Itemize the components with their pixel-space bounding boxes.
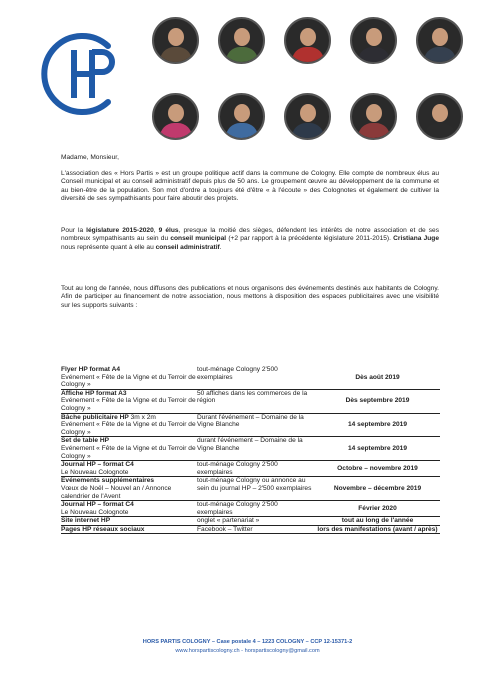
support-name: Flyer HP format A4 Evénement « Fête de la Vigne et du Terroir de Cologny »: [61, 366, 196, 389]
member-photo: [152, 93, 199, 140]
table-row: [61, 517, 440, 526]
member-photo: [218, 17, 265, 64]
supports-table: [61, 366, 440, 534]
paragraph-intro: L'association des « Hors Partis » est un groupe politique actif dans la commune de Cologny. Elle compte de nombreux élus au Conseil municipal et au conseil administratif depuis plus de 50 ans. Le groupement œuvre au développement de la commune et au bien-être de la population. Son mot d'ordre a toujours été d'être « à l'écoute » des Colognotes et également de cultiver la diversité de ses sympathisants pour faire aboutir des projets.: [61, 170, 439, 202]
member-photo: [284, 17, 331, 64]
paragraph-publications: Tout au long de l'année, nous diffusons des publications et nous organisons des événements destinés aux habitants de Cologny. Afin de participer au financement de notre association, nous mettons à disposition des espaces publicitaires avec une visibilité sur les supports suivants :: [61, 285, 439, 309]
footer-address: HORS PARTIS COLOGNY – Case postale 4 – 1223 COLOGNY – CCP 12-15371-2: [142, 639, 353, 645]
member-photo: [416, 93, 463, 140]
support-distribution: Facebook – Twitter: [197, 525, 315, 534]
paragraph-legislature: Pour la législature 2015-2020, 9 élus, presque la moitié des sièges, défendent les intérêts de notre association et de ses nombreux sympathisants au sein du conseil municipal (+2 par rapport à la précédente législature 2011-2015). Cristiana Juge nous représente quant à elle au conseil administratif.: [61, 227, 440, 251]
hp-logo: [38, 28, 130, 120]
table-row: [61, 501, 440, 517]
support-date: Dès août 2019: [315, 366, 440, 389]
support-date: Dès septembre 2019: [315, 389, 440, 413]
member-photo: [218, 93, 265, 140]
footer-contact: www.horspartiscologny.ch - horspartiscologny@gmail.com: [175, 648, 320, 654]
support-name: Affiche HP format A3 Evénement « Fête de la Vigne et du Terroir de Cologny »: [61, 389, 196, 412]
support-distribution: tout-ménage Cologny ou annonce au sein du journal HP – 2'500 exemplaires: [197, 477, 315, 501]
support-date: Février 2020: [315, 501, 440, 517]
support-name: Journal HP – format C4 Le Nouveau Colognote: [61, 501, 197, 517]
greeting: Madame, Monsieur,: [61, 154, 119, 161]
support-distribution: durant l'événement – Domaine de la Vigne Blanche: [197, 437, 315, 461]
support-name: Site internet HP: [61, 517, 197, 526]
support-distribution: Durant l'événement – Domaine de la Vigne Blanche: [197, 413, 315, 437]
support-date: Novembre – décembre 2019: [315, 477, 440, 501]
table-row: [61, 389, 440, 413]
support-distribution: tout-ménage Cologny 2'500 exemplaires: [197, 501, 315, 517]
support-distribution: 50 affiches dans les commerces de la région: [197, 389, 315, 413]
support-name: Journal HP – format C4 Le Nouveau Colognote: [61, 461, 197, 477]
table-row: [61, 477, 440, 501]
member-photo: [350, 17, 397, 64]
support-name: Bâche publicitaire HP 3m x 2m Evénement « Fête de la Vigne et du Terroir de Cologny »: [61, 413, 196, 436]
support-distribution: tout-ménage Cologny 2'500 exemplaires: [197, 461, 315, 477]
support-name: Set de table HP Evénement « Fête de la Vigne et du Terroir de Cologny »: [61, 437, 196, 460]
support-name: Pages HP réseaux sociaux: [61, 525, 197, 534]
support-distribution: onglet « partenariat »: [197, 517, 315, 526]
support-distribution: tout-ménage Cologny 2'500 exemplaires: [197, 366, 315, 389]
support-date: tout au long de l'année: [315, 517, 440, 526]
table-row: [61, 413, 440, 437]
member-photo: [152, 17, 199, 64]
support-date: 14 septembre 2019: [315, 413, 440, 437]
table-row: [61, 437, 440, 461]
support-date: Octobre – novembre 2019: [315, 461, 440, 477]
table-row: [61, 525, 440, 534]
support-date: lors des manifestations (avant / après): [315, 525, 440, 534]
support-date: 14 septembre 2019: [315, 437, 440, 461]
member-photo: [284, 93, 331, 140]
support-name: Evénements supplémentaires Vœux de Noël – Nouvel an / Annonce calendrier de l'Avent: [61, 477, 197, 501]
member-photo: [350, 93, 397, 140]
table-row: [61, 461, 440, 477]
member-photo: [416, 17, 463, 64]
table-row: [61, 366, 440, 389]
